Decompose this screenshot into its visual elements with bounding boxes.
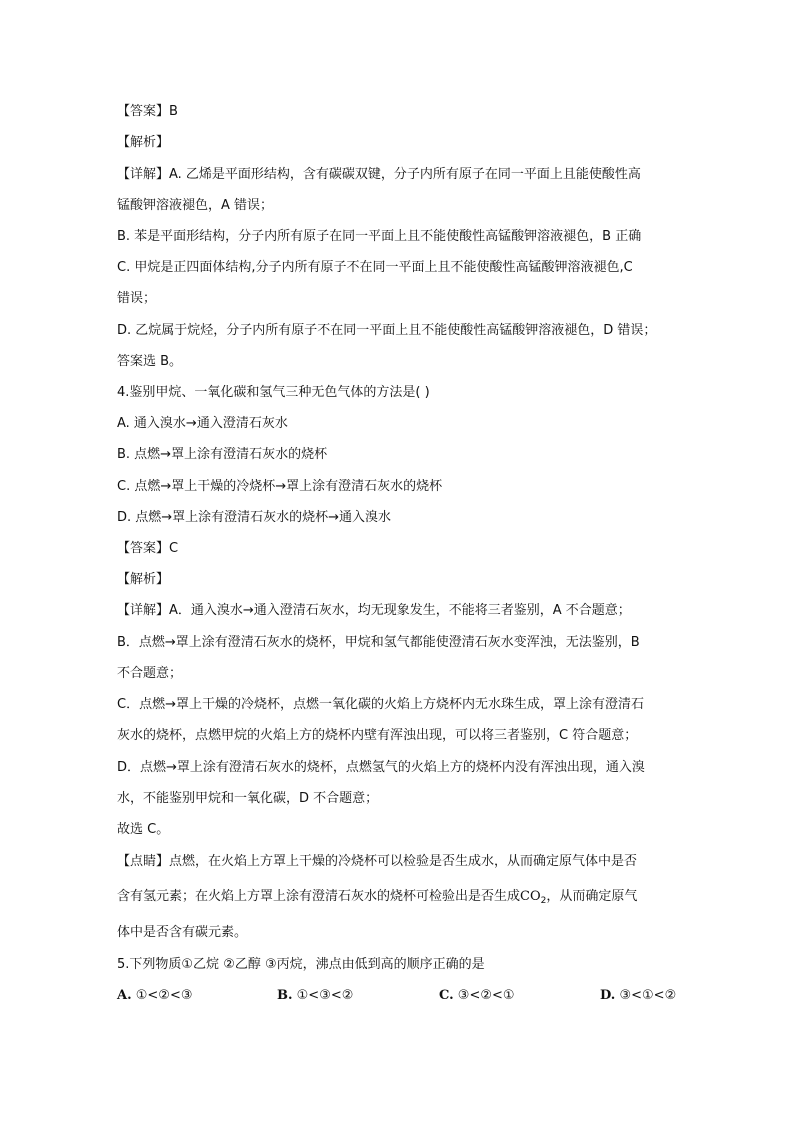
q4-option-c: C. 点燃→罩上干燥的冷烧杯→罩上涂有澄清石灰水的烧杯: [117, 479, 443, 494]
q4-tip-line2-pre: 含有氢元素；在火焰上方罩上涂有澄清石灰水的烧杯可检验出是否生成: [117, 889, 521, 904]
q5-options: [117, 987, 687, 1005]
q4-detail-d-line1: D．点燃→罩上涂有澄清石灰水的烧杯，点燃氢气的火焰上方的烧杯内没有浑浊出现，通入溴: [117, 760, 645, 775]
q4-detail-c-line1: C．点燃→罩上干燥的冷烧杯，点燃一氧化碳的火焰上方烧杯内无水珠生成，罩上涂有澄清石: [117, 697, 644, 712]
q3-detail-a-line2: 锰酸钾溶液褪色，A 错误；: [117, 198, 274, 213]
q3-detail-c-line1: C. 甲烷是正四面体结构,分子内所有原子不在同一平面上且不能使酸性高锰酸钾溶液褪色,C: [117, 260, 633, 275]
q5-option-c-letter: C.: [439, 988, 454, 1003]
co2-formula: CO: [520, 889, 541, 904]
q5-option-a-text: ①<②<③: [131, 988, 193, 1003]
q5-option-a: [117, 987, 193, 1005]
q3-answer: 【答案】B: [117, 104, 178, 119]
q4-option-b: B. 点燃→罩上涂有澄清石灰水的烧杯: [117, 447, 328, 462]
q5-option-a-letter: A.: [117, 988, 132, 1003]
q5-option-d-text: ③<①<②: [615, 988, 677, 1003]
q3-detail-a-line1: 【详解】A. 乙烯是平面形结构，含有碳碳双键，分子内所有原子在同一平面上且能使酸性高: [117, 167, 641, 182]
q5-option-c-text: ③<②<①: [453, 988, 515, 1003]
q4-detail-b-line2: 不合题意；: [117, 666, 183, 681]
q4-tip-line2-post: ，从而确定原气: [546, 889, 638, 904]
q3-conclusion: 答案选 B。: [117, 354, 183, 369]
q4-detail-c-line2: 灰水的烧杯，点燃甲烷的火焰上方的烧杯内壁有浑浊出现，可以将三者鉴别，C 符合题意；: [117, 728, 638, 743]
q5-option-d-letter: D.: [600, 988, 616, 1003]
q4-tip-line1: 【点睛】点燃，在火焰上方罩上干燥的冷烧杯可以检验是否生成水，从而确定原气体中是否: [117, 854, 638, 869]
q5-option-b-letter: B.: [277, 988, 293, 1003]
q4-option-a: A. 通入溴水→通入澄清石灰水: [117, 416, 288, 431]
q4-option-d: D. 点燃→罩上涂有澄清石灰水的烧杯→通入溴水: [117, 510, 392, 525]
q4-answer: 【答案】C: [117, 541, 179, 556]
q4-detail-b-line1: B．点燃→罩上涂有澄清石灰水的烧杯，甲烷和氢气都能使澄清石灰水变浑浊，无法鉴别，B: [117, 635, 640, 650]
q5-question: 5.下列物质①乙烷 ②乙醇 ③丙烷，沸点由低到高的顺序正确的是: [117, 957, 485, 972]
q4-tip-line3: 体中是否含有碳元素。: [117, 925, 248, 940]
q4-detail-d-line2: 水，不能鉴别甲烷和一氧化碳，D 不合题意；: [117, 791, 379, 806]
q3-analysis-heading: 【解析】: [117, 135, 170, 150]
q4-question: 4.鉴别甲烷、一氧化碳和氢气三种无色气体的方法是( ): [117, 385, 430, 400]
q3-detail-b: B. 苯是平面形结构，分子内所有原子在同一平面上且不能使酸性高锰酸钾溶液褪色，B 正确: [117, 229, 642, 244]
q4-conclusion: 故选 C。: [117, 822, 170, 837]
q3-detail-c-line2: 错误；: [117, 291, 157, 306]
q4-analysis-heading: 【解析】: [117, 572, 170, 587]
q5-option-d: [600, 987, 676, 1005]
co2-subscript: 2: [540, 896, 547, 906]
q5-option-c: [439, 987, 515, 1005]
q5-option-b: [277, 987, 353, 1005]
q4-tip-line2: [117, 888, 687, 910]
q3-detail-d: D. 乙烷属于烷烃，分子内所有原子不在同一平面上且不能使酸性高锰酸钾溶液褪色，D 错误；: [117, 323, 657, 338]
q4-detail-a: 【详解】A．通入溴水→通入澄清石灰水，均无现象发生，不能将三者鉴别，A 不合题意；: [117, 603, 631, 618]
q5-option-b-text: ①<③<②: [292, 988, 354, 1003]
